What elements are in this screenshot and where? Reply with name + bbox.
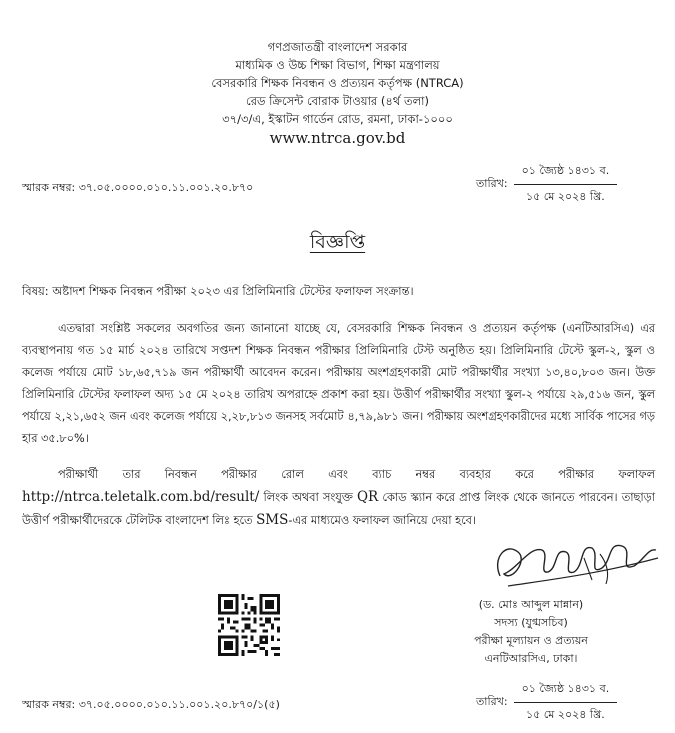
date-bengali: ০১ জ্যৈষ্ঠ ১৪৩১ ব. [514, 162, 618, 185]
signatory-name: (ড. মোঃ আব্দুল মান্নান) [478, 598, 584, 611]
letterhead [0, 38, 675, 147]
memo-number-top [22, 179, 253, 198]
letterhead-website[interactable]: www.ntrca.gov.bd [269, 129, 406, 147]
memo-value: ৩৭.০৫.০০০০.০১০.১১.০০১.২০.৮৭০/১(৫) [78, 698, 280, 711]
memo-label: স্মারক নম্বর: [22, 698, 76, 711]
memo-value: ৩৭.০৫.০০০০.০১০.১১.০০১.২০.৮৭০ [78, 181, 254, 194]
notice-title-text: বিজ্ঞপ্তি [309, 231, 366, 253]
signatory-office: এনটিআরসিএ, ঢাকা। [484, 652, 578, 665]
qr-code-icon[interactable] [218, 594, 280, 656]
notice-title [0, 228, 675, 260]
date-fraction [514, 162, 618, 207]
memo-number-bottom [22, 696, 280, 715]
paragraph-1-text: এতদ্বারা সংশ্লিষ্ট সকলের অবগতির জন্য জানানো যাচ্ছে যে, বেসরকারি শিক্ষক নিবন্ধন ও প্রত্যয়ন কর্তৃপক্ষ (এনটিআরসিএ) এর ব্যবস্থাপনায় গত ১৫ মার্চ ২০২৪ তারিখে সপ্তদশ শিক্ষক নিবন্ধন পরীক্ষার প্রিলিমিনারি টেস্ট অনুষ্ঠিত হয়। প্রিলিমিনারি টেস্টে স্কুল-২, স্কুল ও কলেজ পর্যায়ে মোট ১৮,৬৫,৭১৯ জন পরীক্ষার্থী আবেদন করেন। পরীক্ষায় অংশগ্রহণকারী মোট পরীক্ষার্থীর সংখ্যা ১৩,৪০,৮০৩ জন। উক্ত প্রিলিমিনারি টেস্টের ফলাফল অদ্য ১৫ মে ২০২৪ তারিখ অপরাহ্নে প্রকাশ করা হয়। উত্তীর্ণ পরীক্ষার্থীর সংখ্যা স্কুল-২ পর্যায়ে ২৯,৫১৬ জন, স্কুল পর্যায়ে ২,২১,৬৫২ জন এবং কলেজ পর্যায়ে ২,২৮,৮১৩ জনসহ সর্বমোট ৪,৭৯,৯৮১ জন। পরীক্ষায় অংশগ্রহণকারীদের মধ্যে সার্বিক পাসের গড় হার ৩৫.৮০%। [22, 322, 655, 445]
letterhead-division: মাধ্যমিক ও উচ্চ শিক্ষা বিভাগ, শিক্ষা মন্ত্রণালয় [235, 58, 440, 72]
notice-subject: বিষয়: অষ্টাদশ শিক্ষক নিবন্ধন পরীক্ষা ২০২৩ এর প্রিলিমিনারি টেস্টের ফলাফল সংক্রান্ত। [22, 284, 414, 298]
date-gregorian: ১৫ মে ২০২৪ খ্রি. [526, 708, 605, 721]
date-top [476, 162, 617, 207]
date-bengali: ০১ জ্যৈষ্ঠ ১৪৩১ ব. [514, 680, 618, 703]
letterhead-building: রেড ক্রিসেন্ট বোরাক টাওয়ার (৪র্থ তলা) [246, 94, 429, 108]
memo-label: স্মারক নম্বর: [22, 181, 76, 194]
date-fraction [514, 680, 618, 725]
handwritten-signature [488, 528, 660, 598]
signatory-block [416, 596, 646, 668]
letterhead-address: ৩৭/৩/এ, ইস্কাটন গার্ডেন রোড, রমনা, ঢাকা-১০০০ [222, 112, 453, 126]
date-bottom [476, 680, 617, 725]
body-paragraph-1 [22, 318, 655, 450]
letterhead-authority: বেসরকারি শিক্ষক নিবন্ধন ও প্রত্যয়ন কর্তৃপক্ষ (NTRCA) [211, 76, 464, 90]
date-gregorian: ১৫ মে ২০২৪ খ্রি. [526, 190, 605, 203]
date-label: তারিখ: [476, 177, 508, 190]
signatory-department: পরীক্ষা মূল্যায়ন ও প্রত্যয়ন [474, 634, 588, 647]
signatory-designation: সদস্য (যুগ্মসচিব) [494, 616, 568, 629]
result-link[interactable]: http://ntrca.teletalk.com.bd/result/ [22, 489, 260, 505]
date-label: তারিখ: [476, 695, 508, 708]
letterhead-government: গণপ্রজাতন্ত্রী বাংলাদেশ সরকার [267, 40, 408, 54]
body-paragraph-2: পরীক্ষার্থী তার নিবন্ধন পরীক্ষার রোল এবং ব্যাচ নম্বর ব্যবহার করে পরীক্ষার ফলাফল http://ntrca.teletalk.com.bd/result/ লিংক অথবা সংযুক্ত QR কোড স্ক্যান করে প্রাপ্ত লিংক থেকে জানতে পারবেন। তাছাড়া উত্তীর্ণ পরীক্ষার্থীদেরকে টেলিটক বাংলাদেশ লিঃ হতে SMS-এর মাধ্যমেও ফলাফল জানিয়ে দেয়া হবে। [22, 468, 656, 528]
